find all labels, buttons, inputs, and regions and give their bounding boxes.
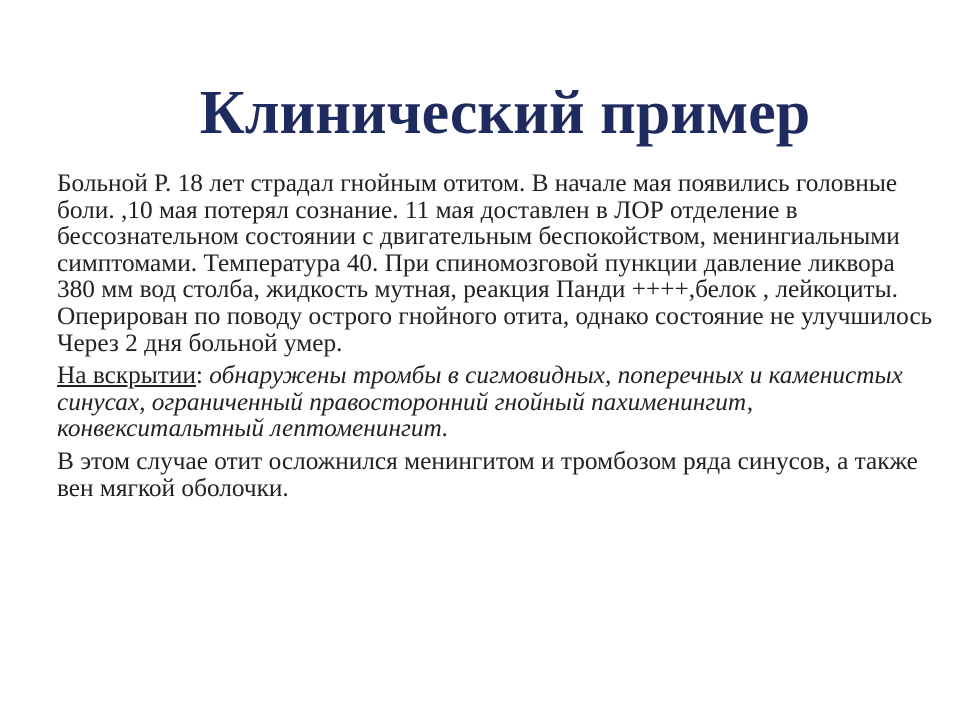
autopsy-findings: обнаружены тромбы в сигмовидных, поперечных и каменистых синусах, ограниченный правосторонний гнойный пахименингит, конвекситальтный лептоменингит. xyxy=(57,361,903,443)
autopsy-label: На вскрытии xyxy=(57,361,196,390)
conclusion-paragraph: В этом случае отит осложнился менингитом и тромбозом ряда синусов, а также вен мягкой оболочки. xyxy=(57,446,918,502)
autopsy-separator: : xyxy=(195,361,210,390)
slide-body xyxy=(57,170,937,507)
autopsy-paragraph xyxy=(57,362,937,442)
case-description-paragraph: Больной Р. 18 лет страдал гнойным отитом. В начале мая появились головные боли. ,10 мая потерял сознание. 11 мая доставлен в ЛОР отделение в бессознательном состоянии с двигательным беспокойством, менингиальными симптомами. Температура 40. При спиномозговой пункции давление ликвора 380 мм вод столба, жидкость мутная, реакция Панди ++++,белок , лейкоциты. Оперирован по поводу острого гнойного отита, однако состояние не улучшилось Через 2 дня больной умер. xyxy=(57,169,933,357)
slide-title: Клинический пример xyxy=(199,79,811,147)
